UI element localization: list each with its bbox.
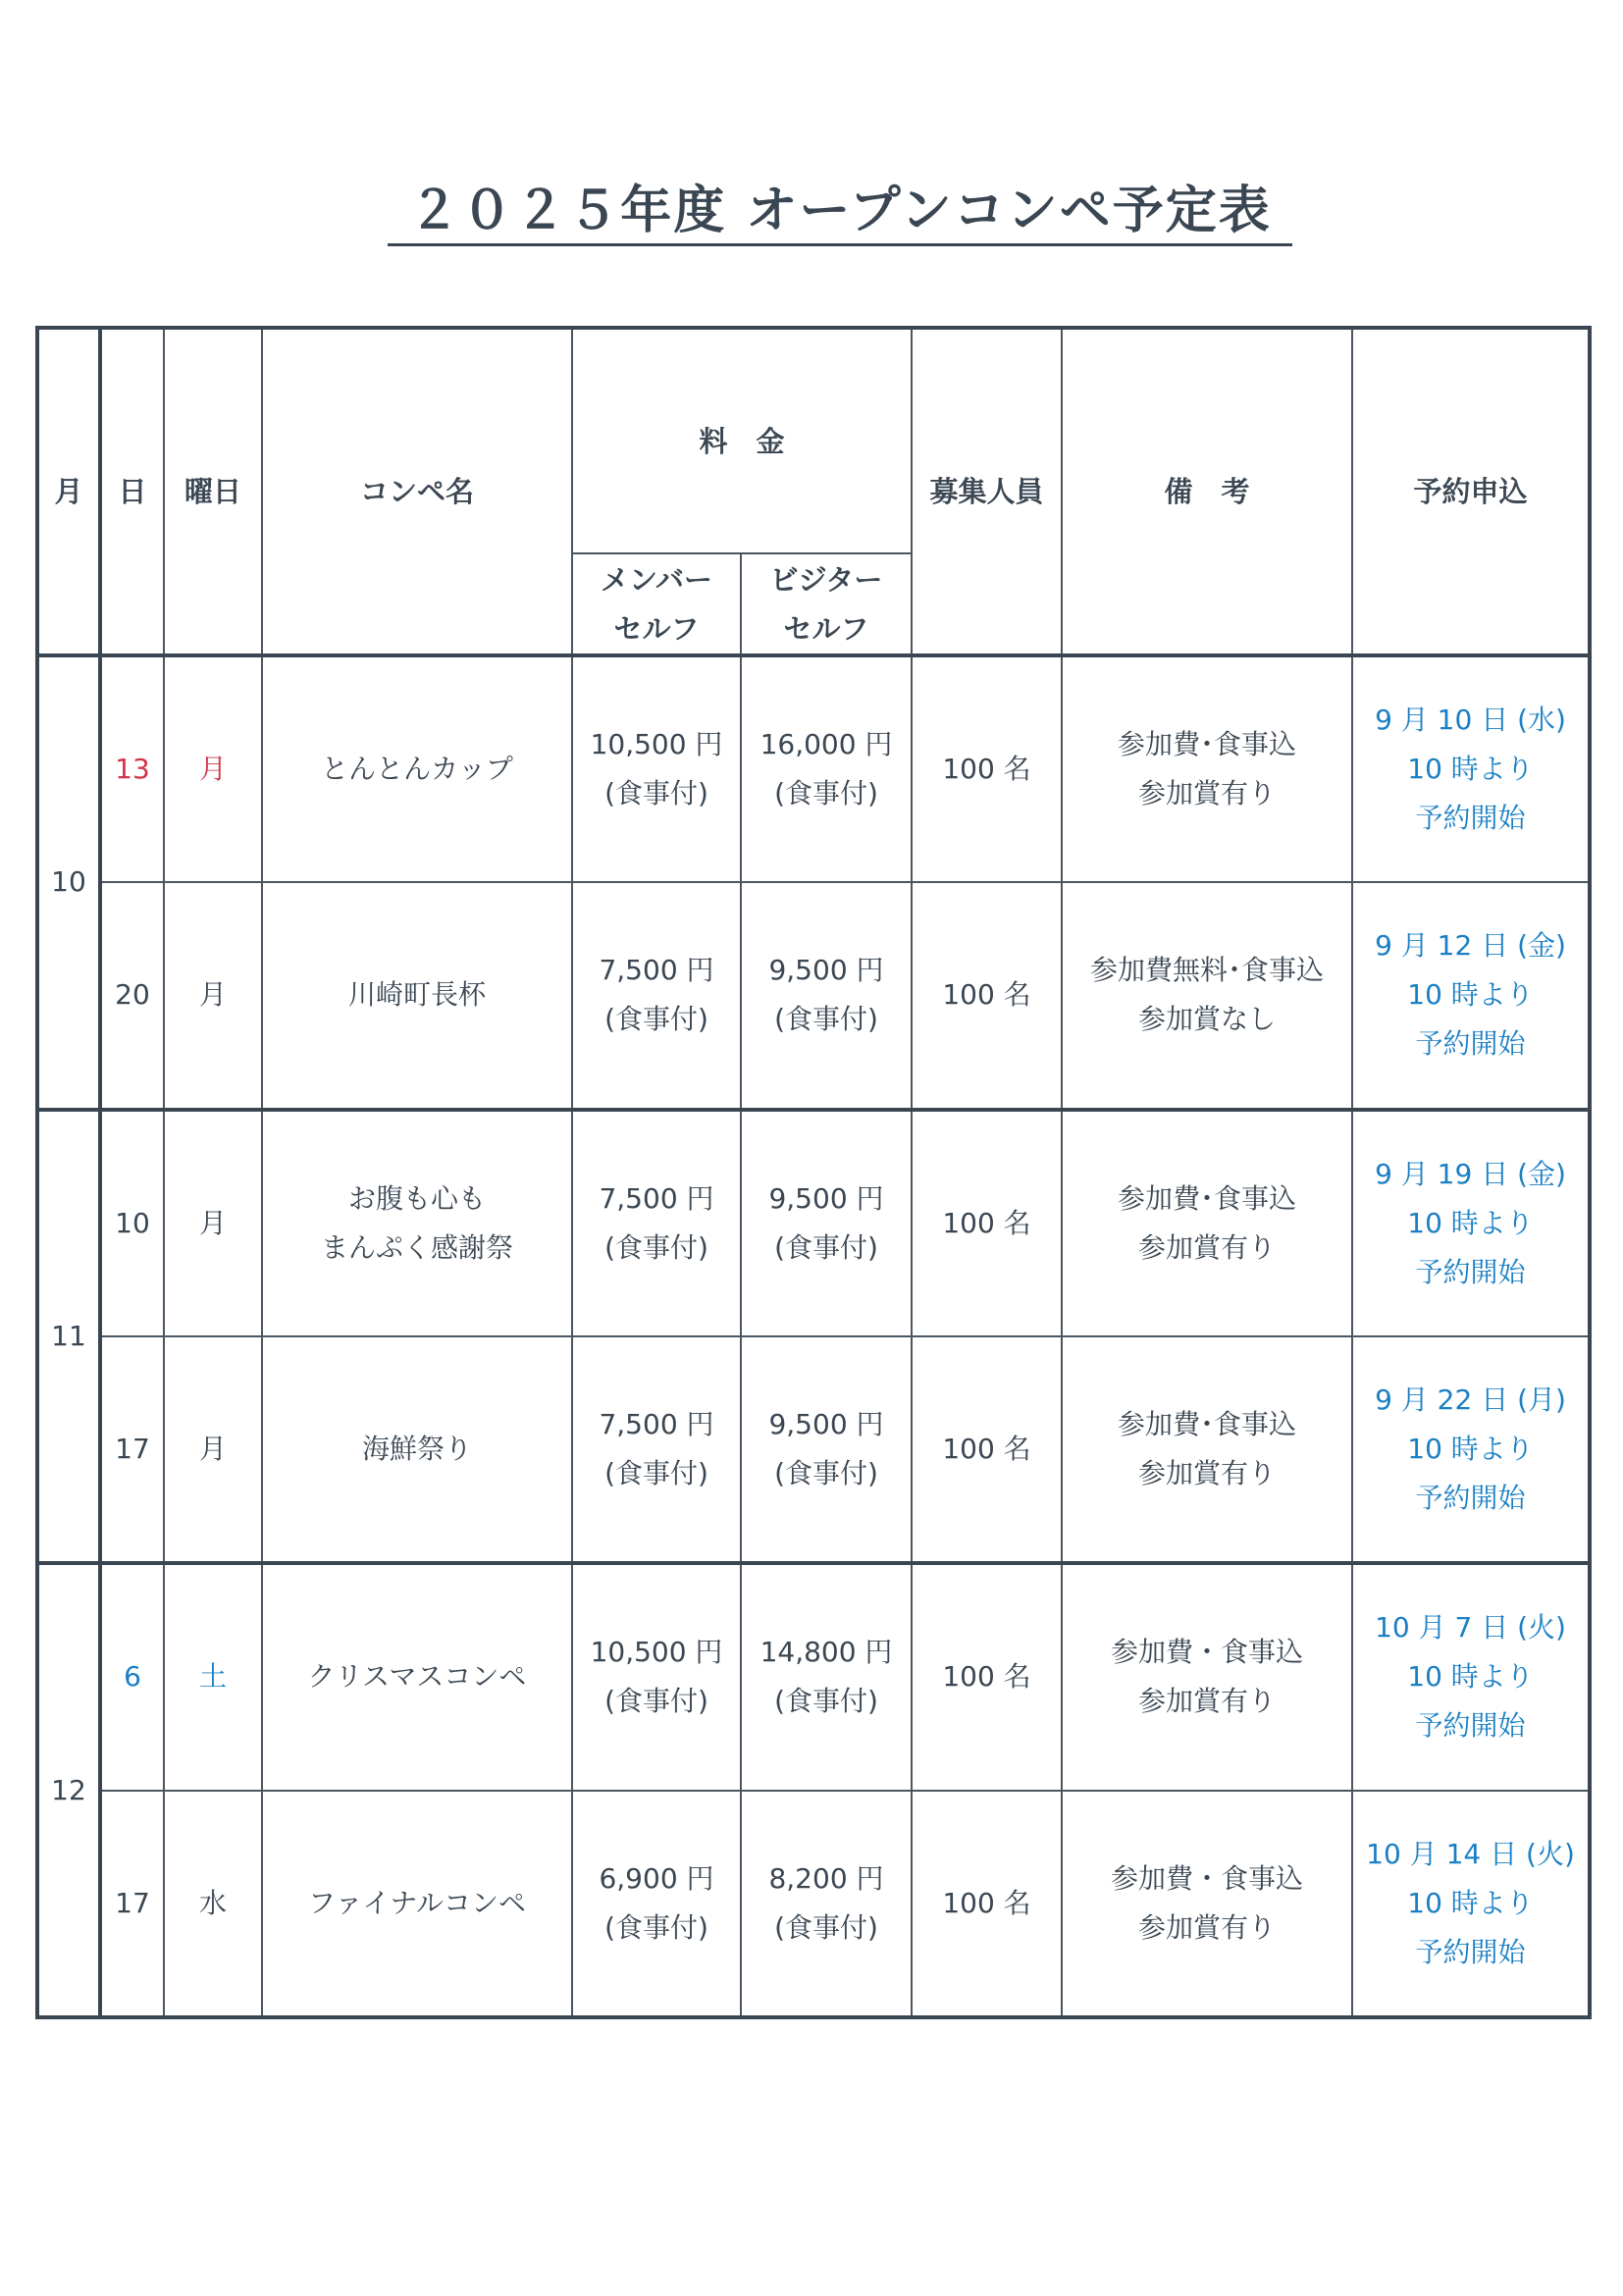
header-visitor-line2: セルフ [783,611,869,646]
capacity-value: 100 名 [942,753,1031,786]
weekday-value: 水 [198,1886,227,1919]
comp-name-line: クリスマスコンペ [307,1660,527,1694]
member-fee-cell [572,1791,741,2017]
apply-cell [1352,655,1590,882]
apply-start: 予約開始 [1415,1935,1526,1968]
day-value: 6 [124,1660,141,1694]
notes-cell [1062,882,1352,1109]
weekday-cell [164,882,262,1109]
table-row [37,1110,1590,1336]
header-month: 月 [37,328,100,655]
day-value: 17 [115,1886,150,1919]
visitor-meal-note: (食事付) [774,1230,878,1264]
capacity-value: 100 名 [942,1206,1031,1239]
visitor-fee-cell [741,655,912,882]
member-fee-value: 7,500 円 [599,954,714,987]
weekday-value: 月 [198,753,227,786]
apply-time: 10 時より [1407,1433,1534,1466]
month-cell: 11 [37,1110,100,1564]
weekday-cell [164,1110,262,1336]
notes-line1: 参加費･食事込 [1118,1181,1297,1215]
visitor-fee-cell [741,1791,912,2017]
capacity-value: 100 名 [942,1886,1031,1919]
apply-time: 10 時より [1407,1206,1534,1239]
apply-start: 予約開始 [1415,1027,1526,1061]
header-visitor-line1: ビジター [769,562,883,597]
member-fee-value: 6,900 円 [599,1861,714,1895]
capacity-value: 100 名 [942,1660,1031,1694]
header-visitor-self [741,553,912,655]
comp-name-cell [262,1336,572,1563]
table-body [37,655,1590,2017]
table-row [37,1563,1590,1790]
table-row [37,655,1590,882]
month-cell: 12 [37,1563,100,2017]
member-meal-note: (食事付) [604,777,708,810]
apply-start: 予約開始 [1415,802,1526,835]
visitor-fee-value: 16,000 円 [759,728,893,761]
apply-cell [1352,882,1590,1109]
header-member-self [572,553,741,655]
apply-date: 10 月 7 日 (火) [1375,1611,1566,1644]
notes-cell [1062,1791,1352,2017]
apply-time: 10 時より [1407,1660,1534,1694]
day-cell [100,1110,164,1336]
header-weekday: 曜日 [164,328,262,655]
header-fee: 料 金 [572,328,912,553]
apply-cell [1352,1791,1590,2017]
comp-name-cell [262,1110,572,1336]
notes-cell [1062,1110,1352,1336]
day-value: 13 [115,753,150,786]
day-cell [100,1563,164,1790]
capacity-value: 100 名 [942,1433,1031,1466]
apply-cell [1352,1336,1590,1563]
apply-start: 予約開始 [1415,1255,1526,1288]
month-cell: 10 [37,655,100,1110]
member-fee-cell [572,655,741,882]
header-apply: 予約申込 [1352,328,1590,655]
header-comp-name: コンペ名 [262,328,572,655]
weekday-value: 月 [198,978,227,1012]
day-cell [100,1336,164,1563]
visitor-fee-cell [741,882,912,1109]
visitor-meal-note: (食事付) [774,1910,878,1944]
notes-line2: 参加賞有り [1138,1910,1277,1944]
weekday-cell [164,1563,262,1790]
apply-date: 9 月 19 日 (金) [1375,1157,1566,1190]
day-cell [100,1791,164,2017]
weekday-cell [164,1791,262,2017]
page-title: ２０２５年度 オープンコンペ予定表 [408,182,1272,240]
comp-name-cell [262,1563,572,1790]
notes-line1: 参加費・食事込 [1111,1636,1304,1669]
notes-line2: 参加賞有り [1138,1457,1277,1490]
capacity-cell [912,655,1062,882]
visitor-meal-note: (食事付) [774,1003,878,1036]
capacity-value: 100 名 [942,978,1031,1012]
visitor-fee-value: 9,500 円 [768,1181,884,1215]
visitor-meal-note: (食事付) [774,1457,878,1490]
visitor-fee-cell [741,1336,912,1563]
capacity-cell [912,1791,1062,2017]
weekday-cell [164,1336,262,1563]
comp-name-cell [262,655,572,882]
comp-name-line: 川崎町長杯 [347,978,486,1012]
weekday-value: 土 [198,1660,227,1694]
capacity-cell [912,882,1062,1109]
notes-line2: 参加賞有り [1138,1685,1277,1718]
member-fee-cell [572,1336,741,1563]
member-meal-note: (食事付) [604,1230,708,1264]
capacity-cell [912,1563,1062,1790]
schedule-table [35,326,1592,2019]
member-fee-cell [572,1110,741,1336]
header-member-line2: セルフ [613,611,700,646]
notes-cell [1062,1336,1352,1563]
member-meal-note: (食事付) [604,1685,708,1718]
notes-line1: 参加費・食事込 [1111,1861,1304,1895]
apply-date: 9 月 10 日 (水) [1375,704,1566,737]
apply-time: 10 時より [1407,978,1534,1012]
apply-time: 10 時より [1407,1886,1534,1919]
apply-start: 予約開始 [1415,1482,1526,1515]
table-row [37,1336,1590,1563]
day-value: 20 [115,978,150,1012]
header-member-line1: メンバー [601,562,712,597]
comp-name-line: とんとんカップ [321,753,513,786]
apply-start: 予約開始 [1415,1709,1526,1743]
notes-line2: 参加賞有り [1138,777,1277,810]
member-meal-note: (食事付) [604,1910,708,1944]
weekday-value: 月 [198,1433,227,1466]
notes-line1: 参加費無料･食事込 [1090,954,1325,987]
table-row [37,882,1590,1109]
day-cell [100,655,164,882]
member-fee-value: 10,500 円 [590,728,723,761]
visitor-fee-cell [741,1110,912,1336]
comp-name-cell [262,882,572,1109]
notes-cell [1062,655,1352,882]
weekday-cell [164,655,262,882]
apply-date: 9 月 22 日 (月) [1375,1383,1566,1417]
notes-line1: 参加費･食事込 [1118,1408,1297,1441]
visitor-fee-value: 9,500 円 [768,1408,884,1441]
title-underline [388,243,1292,246]
visitor-fee-value: 8,200 円 [768,1861,884,1895]
header-notes: 備 考 [1062,328,1352,655]
member-meal-note: (食事付) [604,1003,708,1036]
visitor-meal-note: (食事付) [774,777,878,810]
apply-time: 10 時より [1407,753,1534,786]
notes-cell [1062,1563,1352,1790]
day-value: 10 [115,1206,150,1239]
day-value: 17 [115,1433,150,1466]
apply-cell [1352,1110,1590,1336]
capacity-cell [912,1110,1062,1336]
member-fee-value: 10,500 円 [590,1636,723,1669]
member-fee-cell [572,882,741,1109]
day-cell [100,882,164,1109]
apply-date: 9 月 12 日 (金) [1375,929,1566,963]
comp-name-line: ファイナルコンペ [307,1886,527,1919]
member-fee-value: 7,500 円 [599,1408,714,1441]
comp-name-cell [262,1791,572,2017]
weekday-value: 月 [198,1206,227,1239]
member-fee-cell [572,1563,741,1790]
member-meal-note: (食事付) [604,1457,708,1490]
comp-name-line: お腹も心も [347,1181,486,1215]
notes-line1: 参加費･食事込 [1118,728,1297,761]
table-header [37,328,1590,655]
apply-date: 10 月 14 日 (火) [1366,1837,1575,1870]
notes-line2: 参加賞なし [1138,1003,1277,1036]
header-capacity: 募集人員 [912,328,1062,655]
apply-cell [1352,1563,1590,1790]
header-day: 日 [100,328,164,655]
table-row [37,1791,1590,2017]
notes-line2: 参加賞有り [1138,1230,1277,1264]
comp-name-line: まんぷく感謝祭 [320,1230,513,1264]
visitor-fee-cell [741,1563,912,1790]
member-fee-value: 7,500 円 [599,1181,714,1215]
capacity-cell [912,1336,1062,1563]
visitor-meal-note: (食事付) [774,1685,878,1718]
visitor-fee-value: 9,500 円 [768,954,884,987]
comp-name-line: 海鮮祭り [361,1433,472,1466]
visitor-fee-value: 14,800 円 [759,1636,893,1669]
